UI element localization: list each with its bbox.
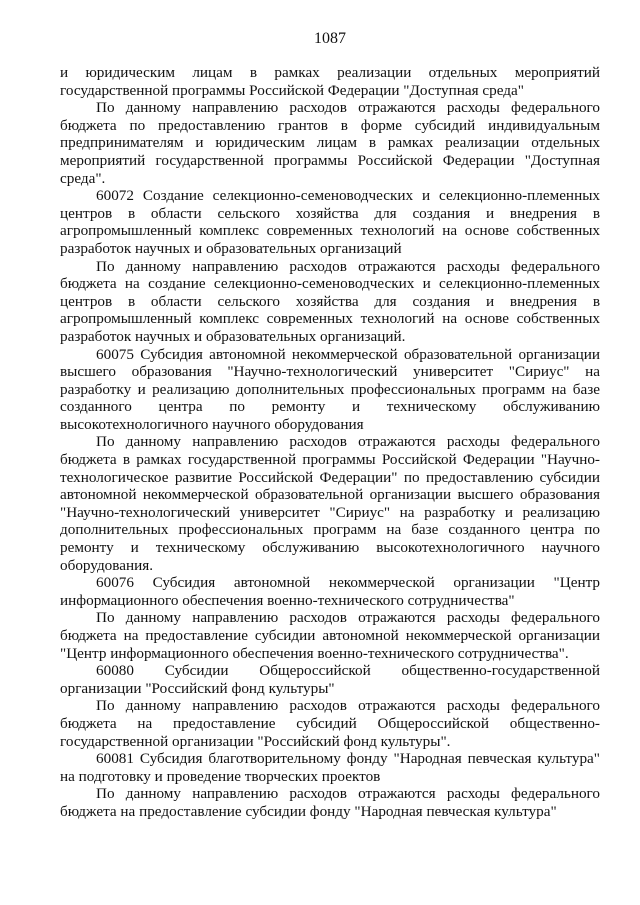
document-body — [60, 64, 600, 821]
paragraph-heading-60072: 60072 Создание селекционно-семеноводческих и селекционно-племенных центров в области сельского хозяйства для создания и внедрения в агропромышленный комплекс современных технологий на основе собственных разработок научных и образовательных организаций — [60, 187, 600, 257]
paragraph-continuation: и юридическим лицам в рамках реализации отдельных мероприятий государственной программы Российской Федерации "Доступная среда" — [60, 64, 600, 99]
paragraph-heading-60080: 60080 Субсидии Общероссийской общественно-государственной организации "Российский фонд культуры" — [60, 662, 600, 697]
paragraph-description: По данному направлению расходов отражаются расходы федерального бюджета на предоставление субсидии автономной некоммерческой организации "Центр информационного обеспечения военно-технического сотрудничества". — [60, 609, 600, 662]
paragraph-description: По данному направлению расходов отражаются расходы федерального бюджета по предоставлению грантов в форме субсидий индивидуальным предпринимателям и юридическим лицам в рамках реализации отдельных мероприятий государственной программы Российской Федерации "Доступная среда". — [60, 99, 600, 187]
paragraph-heading-60081: 60081 Субсидия благотворительному фонду "Народная певческая культура" на подготовку и проведение творческих проектов — [60, 750, 600, 785]
paragraph-description: По данному направлению расходов отражаются расходы федерального бюджета на предоставление субсидии фонду "Народная певческая культура" — [60, 785, 600, 820]
paragraph-description: По данному направлению расходов отражаются расходы федерального бюджета в рамках государственной программы Российской Федерации "Научно-технологическое развитие Российской Федерации" по предоставлению субсидии автономной некоммерческой образовательной организации высшего образования "Научно-технологический университет "Сириус" на разработку и реализацию дополнительных профессиональных программ на базе созданного центра по ремонту и техническому обслуживанию высокотехнологичного научного оборудования. — [60, 433, 600, 574]
paragraph-heading-60075: 60075 Субсидия автономной некоммерческой образовательной организации высшего образования "Научно-технологический университет "Сириус" на разработку и реализацию дополнительных профессиональных программ на базе созданного центра по ремонту и техническому обслуживанию высокотехнологичного научного оборудования — [60, 345, 600, 433]
paragraph-description: По данному направлению расходов отражаются расходы федерального бюджета на предоставление субсидий Общероссийской общественно-государственной организации "Российский фонд культуры". — [60, 697, 600, 750]
paragraph-heading-60076: 60076 Субсидия автономной некоммерческой организации "Центр информационного обеспечения военно-технического сотрудничества" — [60, 574, 600, 609]
paragraph-description: По данному направлению расходов отражаются расходы федерального бюджета на создание селекционно-семеноводческих и селекционно-племенных центров в области сельского хозяйства для создания и внедрения в агропромышленный комплекс современных технологий на основе собственных разработок научных и образовательных организаций. — [60, 257, 600, 345]
page-number: 1087 — [314, 30, 346, 47]
